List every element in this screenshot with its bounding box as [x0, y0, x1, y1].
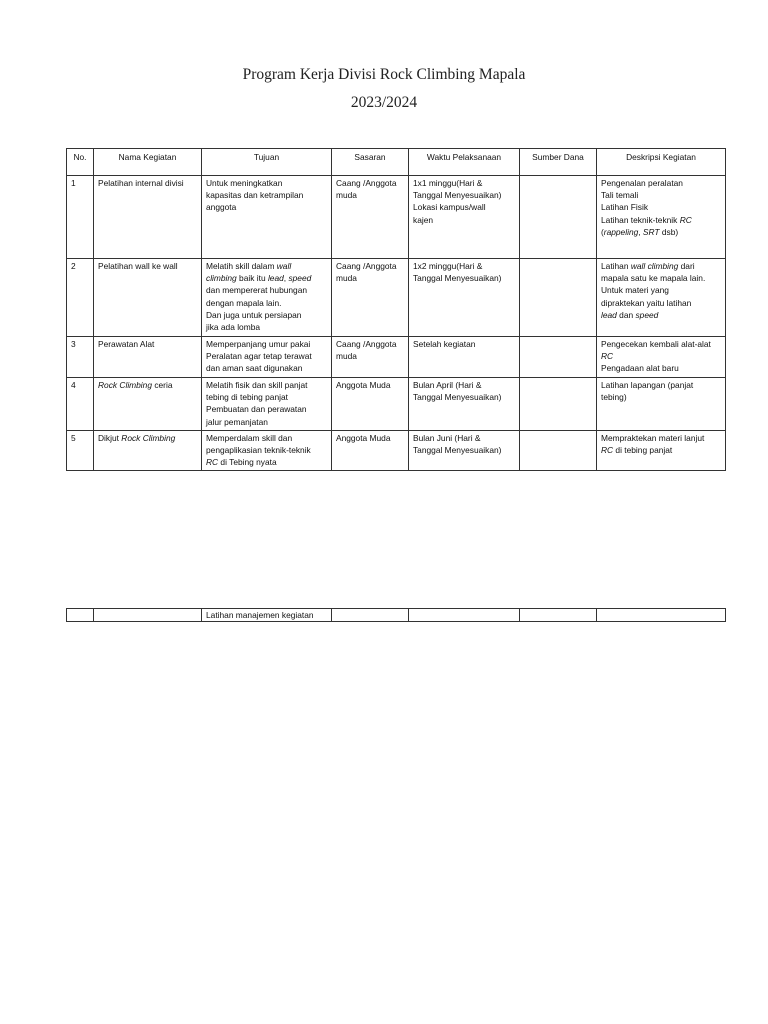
- cell-no: 3: [67, 337, 94, 378]
- cell-line: Memperdalam skill dan: [206, 432, 293, 443]
- cell-tujuan: [202, 430, 332, 471]
- cell-line: mapala satu ke mapala lain.: [601, 273, 706, 284]
- cell-line: Pelatihan internal divisi: [98, 178, 184, 188]
- cell-line: muda: [336, 351, 357, 362]
- cell-line: Melatih fisik dan skill panjat: [206, 380, 308, 390]
- cell-line: 1x1 minggu(Hari &: [413, 178, 483, 188]
- cell-line: Anggota Muda: [336, 432, 391, 443]
- cell-sumber-dana: [520, 378, 597, 431]
- cell-line: jika ada lomba: [206, 322, 261, 333]
- cell-line: Dan juga untuk persiapan: [206, 309, 302, 320]
- cell-line: Pengenalan peralatan: [601, 178, 683, 188]
- cell-line: Latihan teknik-teknik RC: [601, 214, 692, 225]
- cell-line: Pelatihan wall ke wall: [98, 261, 178, 271]
- header-deskripsi-kegiatan: Deskripsi Kegiatan: [597, 149, 726, 176]
- cell-deskripsi: [597, 337, 726, 378]
- cell-sumber-dana: [520, 337, 597, 378]
- header-sasaran: Sasaran: [332, 149, 409, 176]
- cell-line: kapasitas dan ketrampilan: [206, 190, 304, 201]
- cell-line: Tanggal Menyesuaikan): [413, 190, 502, 201]
- cell-line: Caang /Anggota: [336, 339, 397, 349]
- cell-no: [67, 609, 94, 622]
- cell-sasaran: [332, 337, 409, 378]
- cell-tujuan: [202, 259, 332, 337]
- cell-line: Rock Climbing ceria: [98, 380, 173, 390]
- cell-deskripsi: [597, 378, 726, 431]
- cell-nama-kegiatan: [94, 259, 202, 337]
- cell-sumber-dana: [520, 176, 597, 259]
- cell-line: tebing di tebing panjat: [206, 392, 288, 403]
- cell-line: Anggota Muda: [336, 380, 391, 390]
- cell-nama-kegiatan: [94, 430, 202, 471]
- cell-no: 2: [67, 259, 94, 337]
- cell-line: pengaplikasian teknik-teknik: [206, 445, 311, 456]
- cell-line: Latihan wall climbing dari: [601, 261, 695, 271]
- cell-sumber-dana: [520, 609, 597, 622]
- table-row: [67, 378, 726, 431]
- cell-tujuan: [202, 378, 332, 431]
- cell-waktu: [409, 378, 520, 431]
- cell-line: Pengecekan kembali alat-alat: [601, 339, 711, 349]
- cell-line: Mempraktekan materi lanjut: [601, 432, 705, 443]
- cell-line: Tanggal Menyesuaikan): [413, 392, 502, 403]
- cell-waktu: [409, 609, 520, 622]
- cell-line: RC: [601, 351, 614, 362]
- cell-line: Pembuatan dan perawatan: [206, 404, 307, 415]
- cell-waktu: [409, 259, 520, 337]
- cell-no: 4: [67, 378, 94, 431]
- cell-line: Pengadaan alat baru: [601, 363, 679, 374]
- cell-line: muda: [336, 273, 357, 284]
- cell-waktu: [409, 176, 520, 259]
- cell-nama-kegiatan: [94, 609, 202, 622]
- cell-line: Latihan Fisik: [601, 202, 649, 213]
- cell-line: RC di Tebing nyata: [206, 457, 277, 468]
- cell-sasaran: [332, 259, 409, 337]
- extra-activity-table: [66, 608, 726, 622]
- table-header-row: [67, 149, 726, 176]
- cell-line: kajen: [413, 214, 434, 225]
- cell-waktu: [409, 430, 520, 471]
- header-sumber-dana: Sumber Dana: [520, 149, 597, 176]
- cell-line: lead dan speed: [601, 309, 659, 320]
- cell-sumber-dana: [520, 259, 597, 337]
- cell-line: (rappeling, SRT dsb): [601, 226, 679, 237]
- header-nama-kegiatan: Nama Kegiatan: [94, 149, 202, 176]
- cell-line: Latihan lapangan (panjat: [601, 380, 694, 390]
- cell-line: Untuk materi yang: [601, 285, 669, 296]
- table-row: [67, 430, 726, 471]
- cell-line: Bulan April (Hari &: [413, 380, 482, 390]
- cell-line: tebing): [601, 392, 627, 403]
- cell-line: Melatih skill dalam wall: [206, 261, 292, 271]
- table-row: [67, 337, 726, 378]
- cell-nama-kegiatan: [94, 337, 202, 378]
- cell-sasaran: [332, 430, 409, 471]
- cell-tujuan: Latihan manajemen kegiatan: [202, 609, 332, 622]
- cell-nama-kegiatan: [94, 176, 202, 259]
- document-title: Program Kerja Divisi Rock Climbing Mapala: [242, 66, 526, 83]
- cell-line: muda: [336, 190, 357, 201]
- cell-line: Dikjut Rock Climbing: [98, 432, 176, 443]
- cell-line: dan mempererat hubungan: [206, 285, 308, 296]
- cell-line: Tali temali: [601, 190, 639, 201]
- cell-line: dan aman saat digunakan: [206, 363, 303, 374]
- cell-tujuan: [202, 176, 332, 259]
- cell-line: Bulan Juni (Hari &: [413, 432, 481, 443]
- table-row: [67, 176, 726, 259]
- cell-line: Untuk meningkatkan: [206, 178, 283, 188]
- cell-sasaran: [332, 378, 409, 431]
- cell-no: 1: [67, 176, 94, 259]
- cell-no: 5: [67, 430, 94, 471]
- cell-nama-kegiatan: [94, 378, 202, 431]
- cell-line: Caang /Anggota: [336, 178, 397, 188]
- header-no: No.: [67, 149, 94, 176]
- cell-line: anggota: [206, 202, 237, 213]
- header-tujuan: Tujuan: [202, 149, 332, 176]
- document-year: 2023/2024: [350, 94, 418, 111]
- header-waktu-pelaksanaan: Waktu Pelaksanaan: [409, 149, 520, 176]
- cell-line: Caang /Anggota: [336, 261, 397, 271]
- cell-line: Tanggal Menyesuaikan): [413, 273, 502, 284]
- cell-line: RC di tebing panjat: [601, 445, 673, 456]
- program-table: [66, 148, 726, 471]
- cell-line: dipraktekan yaitu latihan: [601, 297, 692, 308]
- table-row: [67, 609, 726, 622]
- table-row: [67, 259, 726, 337]
- cell-line: 1x2 minggu(Hari &: [413, 261, 483, 271]
- cell-sumber-dana: [520, 430, 597, 471]
- cell-deskripsi: [597, 259, 726, 337]
- cell-line: Lokasi kampus/wall: [413, 202, 486, 213]
- cell-line: Perawatan Alat: [98, 339, 155, 349]
- cell-line: climbing baik itu lead, speed: [206, 273, 312, 284]
- cell-deskripsi: [597, 176, 726, 259]
- cell-line: jalur pemanjatan: [206, 416, 268, 427]
- cell-sasaran: [332, 176, 409, 259]
- cell-line: Memperpanjang umur pakai: [206, 339, 311, 349]
- cell-sasaran: [332, 609, 409, 622]
- cell-tujuan: [202, 337, 332, 378]
- cell-line: Setelah kegiatan: [413, 339, 476, 349]
- cell-deskripsi: [597, 430, 726, 471]
- cell-line: Tanggal Menyesuaikan): [413, 445, 502, 456]
- cell-line: Peralatan agar tetap terawat: [206, 351, 312, 362]
- cell-line: dengan mapala lain.: [206, 297, 282, 308]
- cell-deskripsi: [597, 609, 726, 622]
- cell-waktu: [409, 337, 520, 378]
